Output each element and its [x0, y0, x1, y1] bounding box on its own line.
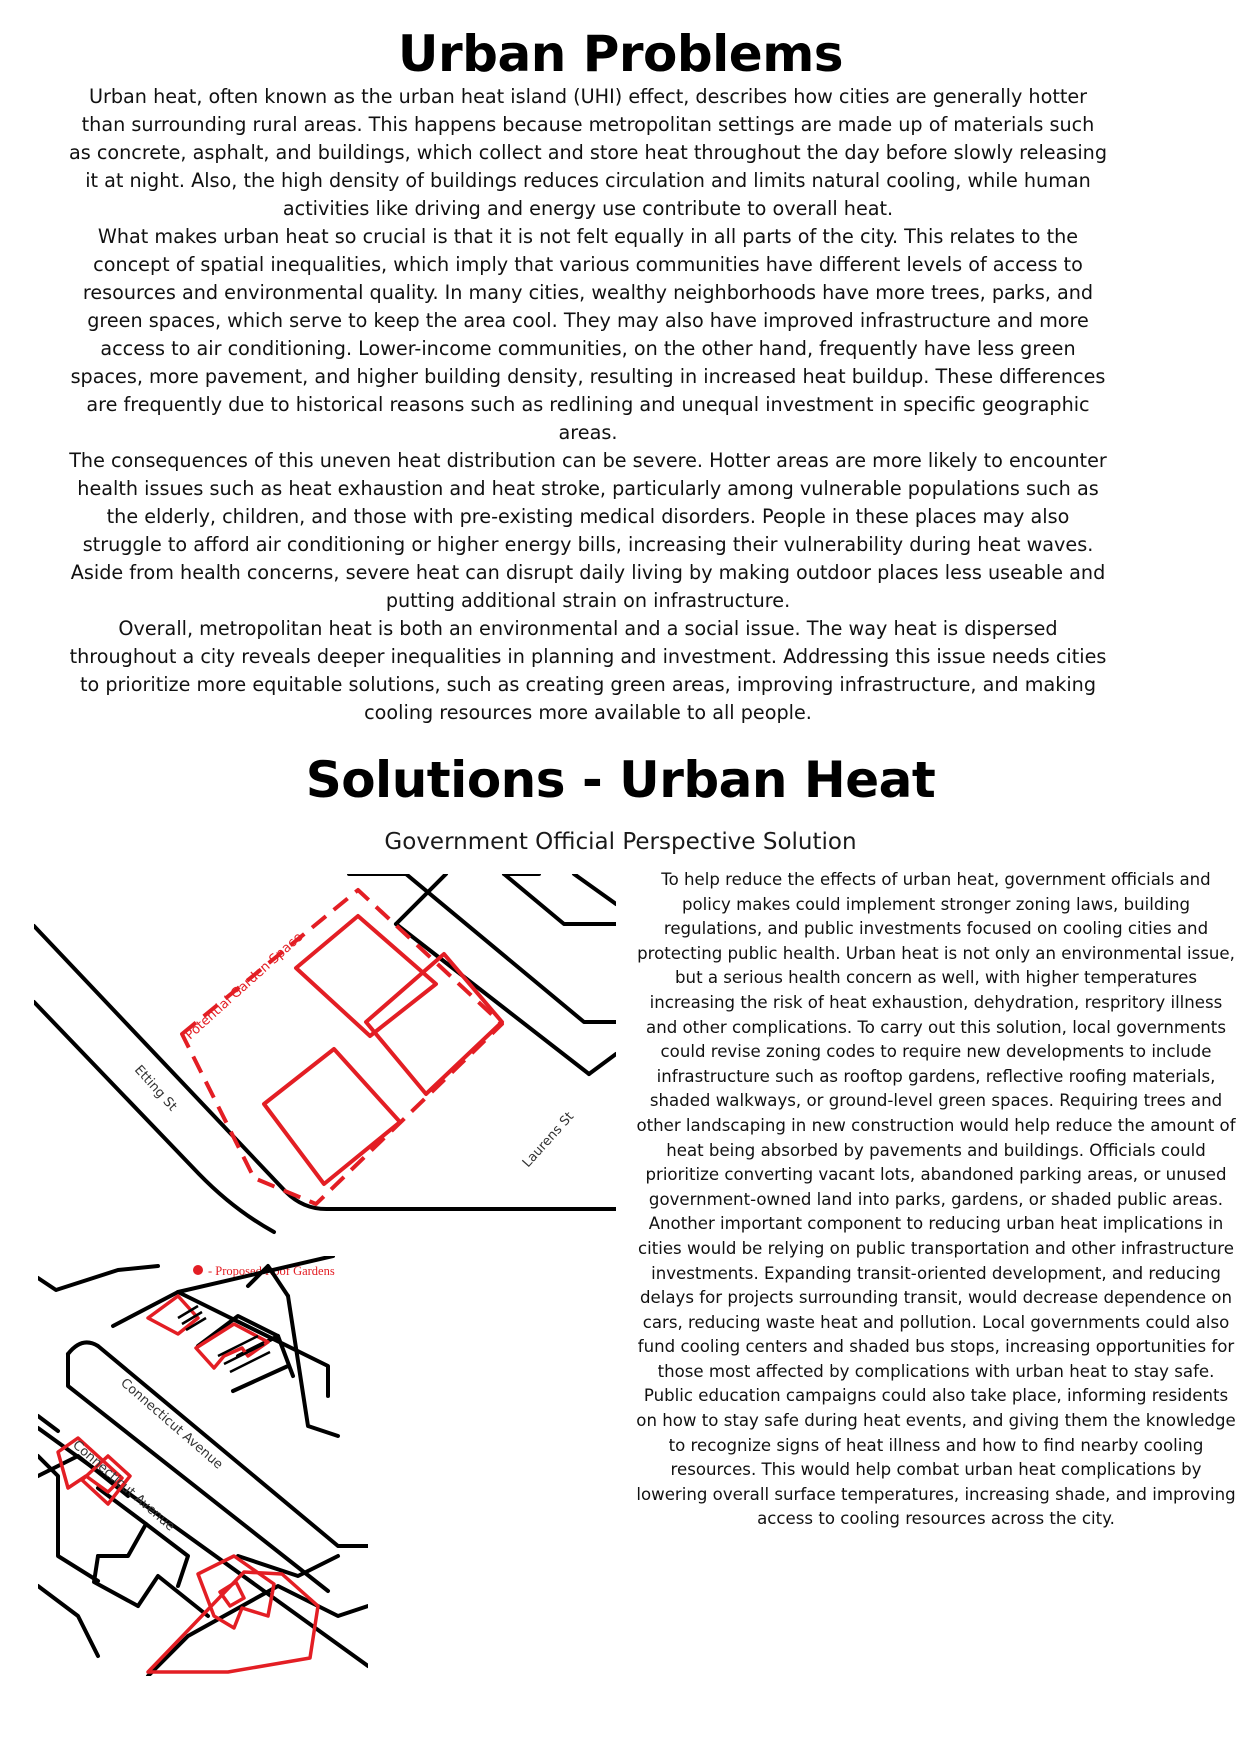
proposed-garden-lot — [264, 1049, 400, 1184]
paragraph: To help reduce the effects of urban heat, government officials and policy makes could implement stronger zoning laws, building regulations, and public investments focused on cooling cities and protecting public health. Urban heat is not only an environmental issue, but a serious health concern as well, with higher temperatures increasing the risk of heat exhaustion, dehydration, respritory illness and other complications. To carry out this solution, local governments could revise zoning codes to require new developments to include infrastructure such as rooftop gardens, reflective roofing materials, shaded walkways, or ground-level green spaces. Requiring trees and other landscaping in new construction would help reduce the amount of heat being absorbed by pavements and buildings. Officials could prioritize converting vacant lots, abandoned parking areas, or unused government-owned land into parks, gardens, or shaded public areas. — [636, 870, 1236, 1209]
solutions-title: Solutions - Urban Heat — [305, 751, 936, 809]
street-edge — [504, 874, 616, 924]
legend-label: - Proposed Roof Gardens — [208, 1264, 335, 1278]
problems-body — [68, 83, 1108, 727]
street-edge — [34, 1002, 274, 1232]
street-label-upper: Connecticut Avenue — [117, 1375, 226, 1473]
paragraph: Overall, metropolitan heat is both an environmental and a social issue. The way heat is dispersed throughout a city reveals deeper inequalities in planning and investment. Addressing this issue needs cities to prioritize more equitable solutions, such as creating green areas, improving infrastructure, and making cooling resources more available to all people. — [69, 617, 1107, 724]
street-label-laurens: Laurens St — [519, 1109, 578, 1171]
street-edge — [589, 1054, 616, 1074]
page-title: Urban Problems — [397, 25, 844, 83]
street-edge — [574, 874, 616, 904]
paragraph: What makes urban heat so crucial is that it is not felt equally in all parts of the city. This relates to the concept of spatial inequalities, which imply that various communities have different levels of access to resources and environmental quality. In many cities, wealthy neighborhoods have more trees, parks, and green spaces, which serve to keep the area cool. They may also have improved infrastructure and more access to air conditioning. Lower-income communities, on the other hand, frequently have less green spaces, more pavement, and higher building density, resulting in increased heat buildup. These differences are frequently due to historical reasons such as redlining and unequal investment in specific geographic areas. — [70, 225, 1106, 444]
paragraph: Urban heat, often known as the urban heat island (UHI) effect, describes how cities are generally hotter than surrounding rural areas. This happens because metropolitan settings are made up of materials such as concrete, asphalt, and buildings, which collect and store heat throughout the day before slowly releasing it at night. Also, the high density of buildings reduces circulation and limits natural cooling, while human activities like driving and energy use contribute to overall heat. — [68, 85, 1108, 220]
street-edge — [94, 1556, 138, 1606]
street-edge — [288, 1296, 338, 1436]
street-edge — [148, 1586, 368, 1676]
solutions-subtitle: Government Official Perspective Solution — [384, 829, 857, 855]
proposed-garden-lot — [296, 916, 436, 1036]
street-edge — [68, 1342, 368, 1546]
street-label-lower: Connecticut Avenue — [69, 1437, 178, 1535]
paragraph: The consequences of this uneven heat distribution can be severe. Hotter areas are more likely to encounter health issues such as heat exhaustion and heat stroke, particularly among vulnerable populations such as the elderly, children, and those with pre-existing medical disorders. People in these places may also struggle to afford air conditioning or higher energy bills, increasing their vulnerability during heat waves. Aside from health concerns, severe heat can disrupt daily living by making outdoor places less useable and putting additional strain on infrastructure. — [69, 449, 1107, 612]
roof-gardens-map — [38, 1256, 368, 1676]
garden-label: Potential Garden Space — [182, 929, 306, 1043]
building-hatch — [178, 1306, 206, 1330]
street-edge — [233, 1366, 288, 1391]
solutions-body — [636, 868, 1236, 1532]
legend-dot — [193, 1265, 203, 1275]
paragraph: Another important component to reducing urban heat implications in cities would be relying on public transportation and other infrastructure investments. Expanding transit-oriented development, and reducing delays for projects surrounding transit, would decrease dependence on cars, reducing waste heat and pollution. Local governments could also fund cooling centers and shaded bus stops, increasing opportunities for those most affected by complications with urban heat to stay safe. Public education campaigns could also take place, informing residents on how to stay safe during heat events, and giving them the knowledge to recognize signs of heat illness and how to find nearby cooling resources. This would help combat urban heat complications by lowering overall surface temperatures, increasing shade, and improving access to cooling resources across the city. — [636, 1214, 1236, 1529]
potential-garden-outline — [182, 890, 502, 1204]
street-label-etting: Etting St — [131, 1062, 180, 1115]
garden-space-map — [34, 874, 616, 1236]
street-edge — [38, 1266, 158, 1290]
street-edge — [38, 1586, 98, 1656]
street-edge — [138, 1576, 208, 1616]
